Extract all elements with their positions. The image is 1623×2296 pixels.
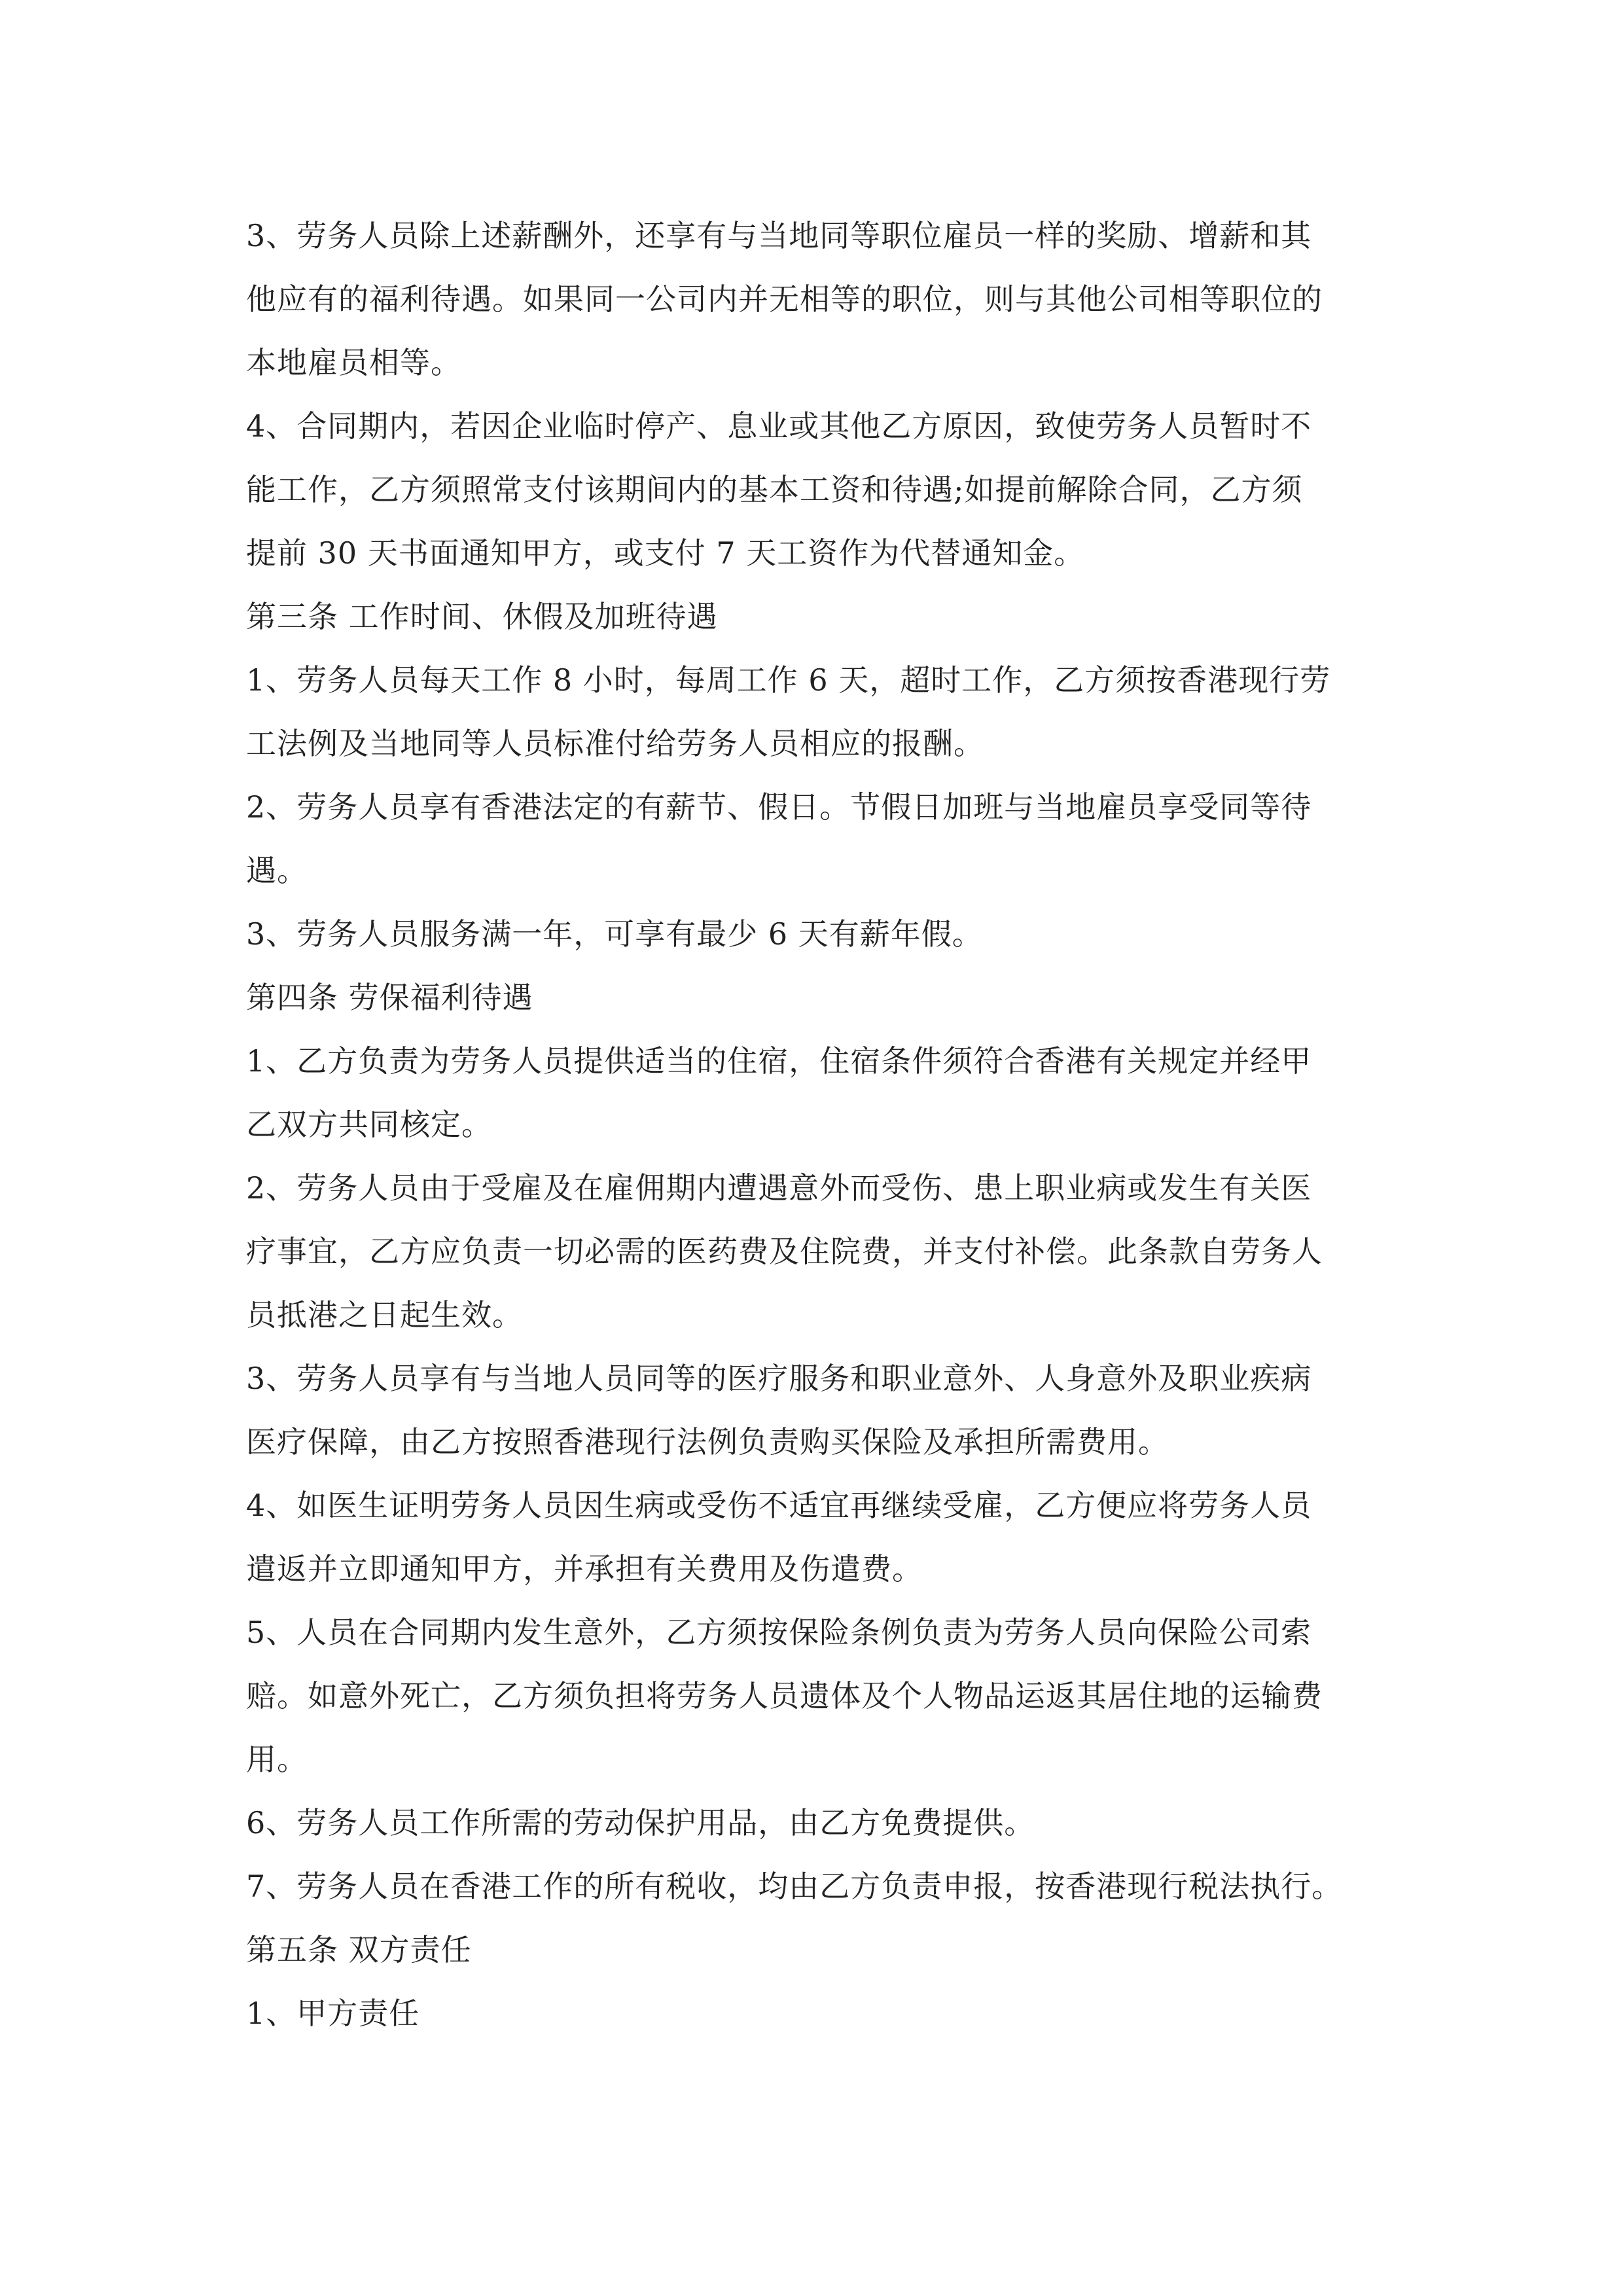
section-heading: 第四条 劳保福利待遇 [246, 980, 533, 1015]
section-heading: 第五条 双方责任 [246, 1932, 472, 1967]
text-line: 1、劳务人员每天工作 8 小时，每周工作 6 天，超时工作，乙方须按香港现行劳 [246, 662, 1331, 698]
text-line: 遣返并立即通知甲方，并承担有关费用及伤遣费。 [246, 1551, 923, 1587]
text-line: 医疗保障，由乙方按照香港现行法例负责购买保险及承担所需费用。 [246, 1424, 1169, 1460]
text-line: 3、劳务人员享有与当地人员同等的医疗服务和职业意外、人身意外及职业疾病 [246, 1361, 1312, 1396]
text-line: 3、劳务人员除上述薪酬外，还享有与当地同等职位雇员一样的奖励、增薪和其 [246, 218, 1312, 253]
text-line: 赔。如意外死亡，乙方须负担将劳务人员遗体及个人物品运返其居住地的运输费 [246, 1678, 1323, 1713]
text-line: 工法例及当地同等人员标准付给劳务人员相应的报酬。 [246, 726, 984, 761]
text-line: 员抵港之日起生效。 [246, 1297, 523, 1333]
text-line: 1、甲方责任 [246, 1996, 420, 2031]
text-line: 1、乙方负责为劳务人员提供适当的住宿，住宿条件须符合香港有关规定并经甲 [246, 1043, 1312, 1079]
text-line: 乙双方共同核定。 [246, 1107, 492, 1142]
text-line: 2、劳务人员享有香港法定的有薪节、假日。节假日加班与当地雇员享受同等待 [246, 789, 1312, 825]
section-heading: 第三条 工作时间、休假及加班待遇 [246, 599, 718, 634]
text-line: 能工作，乙方须照常支付该期间内的基本工资和待遇;如提前解除合同，乙方须 [246, 472, 1303, 507]
text-line: 5、人员在合同期内发生意外，乙方须按保险条例负责为劳务人员向保险公司索 [246, 1615, 1312, 1650]
text-line: 7、劳务人员在香港工作的所有税收，均由乙方负责申报，按香港现行税法执行。 [246, 1869, 1343, 1904]
text-line: 2、劳务人员由于受雇及在雇佣期内遭遇意外而受伤、患上职业病或发生有关医 [246, 1170, 1312, 1206]
text-line: 用。 [246, 1742, 308, 1777]
text-line: 他应有的福利待遇。如果同一公司内并无相等的职位，则与其他公司相等职位的 [246, 281, 1323, 317]
text-line: 本地雇员相等。 [246, 345, 461, 380]
text-line: 3、劳务人员服务满一年，可享有最少 6 天有薪年假。 [246, 916, 983, 952]
text-line: 疗事宜，乙方应负责一切必需的医药费及住院费，并支付补偿。此条款自劳务人 [246, 1234, 1323, 1269]
text-line: 4、合同期内，若因企业临时停产、息业或其他乙方原因，致使劳务人员暂时不 [246, 408, 1312, 444]
text-line: 提前 30 天书面通知甲方，或支付 7 天工资作为代替通知金。 [246, 535, 1085, 571]
text-line: 6、劳务人员工作所需的劳动保护用品，由乙方免费提供。 [246, 1805, 1035, 1840]
text-line: 4、如医生证明劳务人员因生病或受伤不适宜再继续受雇，乙方便应将劳务人员 [246, 1488, 1312, 1523]
text-line: 遇。 [246, 853, 308, 888]
document-body [246, 204, 1385, 2045]
